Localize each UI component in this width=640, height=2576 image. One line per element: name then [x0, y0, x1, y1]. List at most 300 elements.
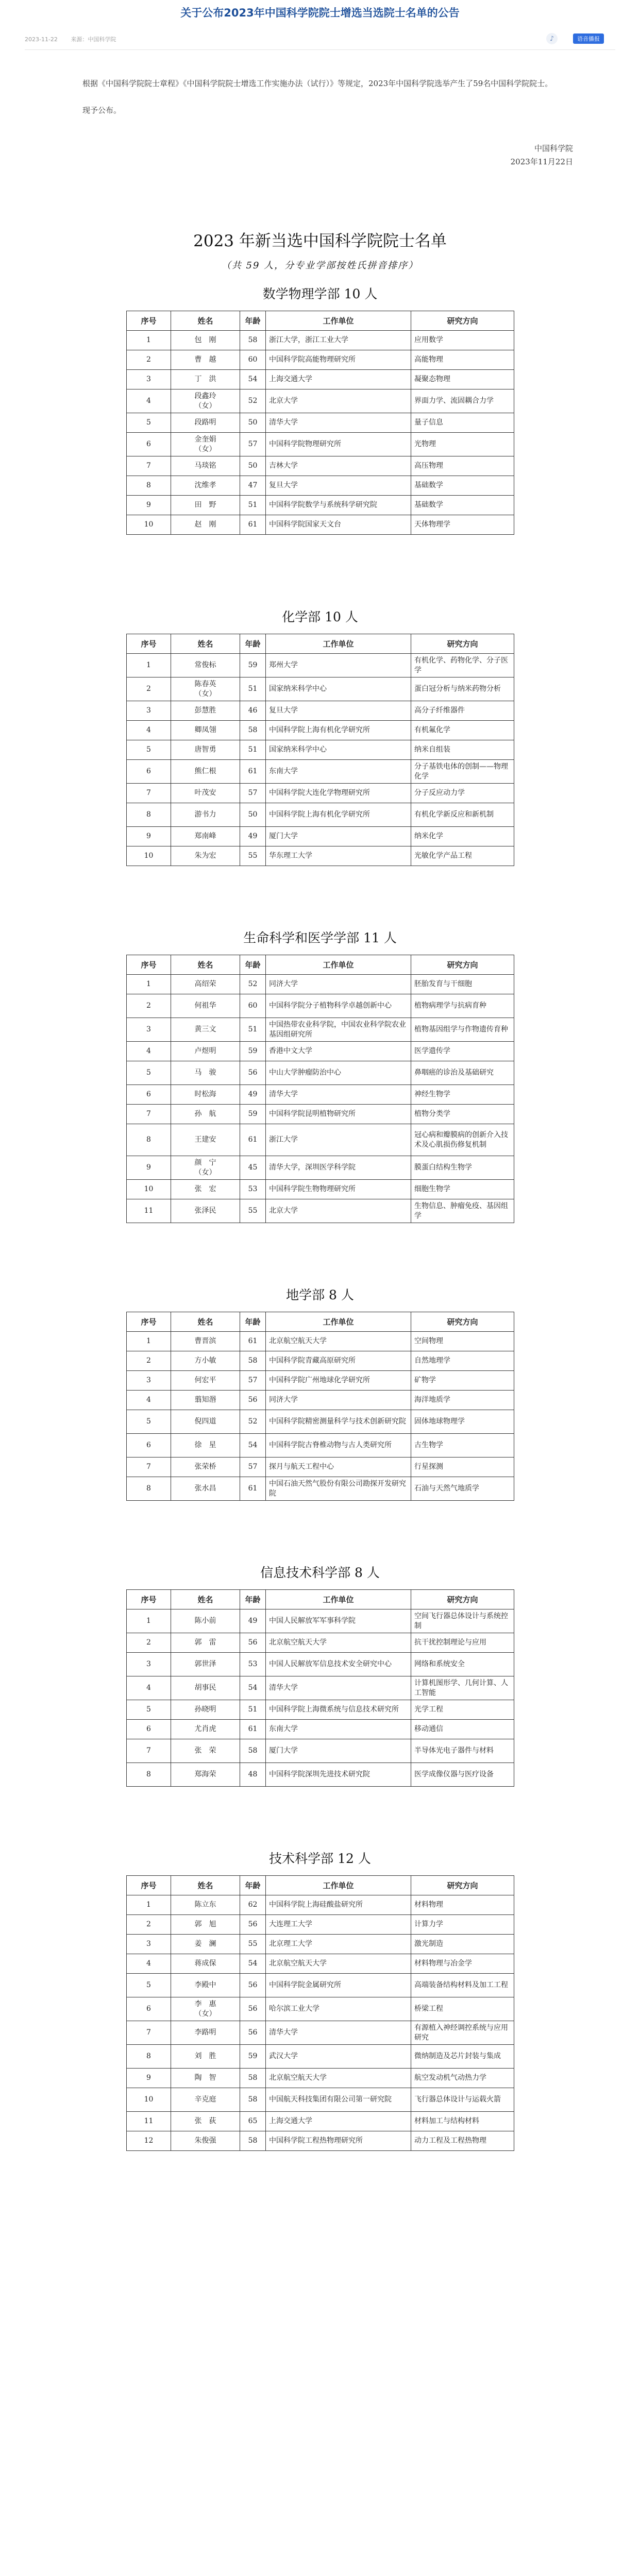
- cell-no: 7: [127, 1458, 171, 1477]
- cell-org: 中国科学院大连化学物理研究所: [266, 784, 411, 803]
- table-row: [127, 827, 514, 846]
- cell-dir: 移动通信: [411, 1720, 514, 1739]
- cell-no: 5: [127, 413, 171, 433]
- cell-no: 4: [127, 721, 171, 740]
- cell-dir: 海洋地质学: [411, 1391, 514, 1410]
- cell-name: 翦知湣: [171, 1391, 240, 1410]
- cell-age: 49: [240, 1609, 266, 1633]
- table-row: [127, 1915, 514, 1935]
- meta-actions: [546, 33, 615, 44]
- cell-name: 陈立东: [171, 1895, 240, 1915]
- cell-dir: 光敏化学产品工程: [411, 846, 514, 866]
- cell-org: 中山大学肿瘤防治中心: [266, 1061, 411, 1085]
- cell-dir: 空间物理: [411, 1332, 514, 1351]
- cell-name: 赵 刚: [171, 515, 240, 535]
- table-header-row: [127, 634, 514, 654]
- cell-name: 熊仁根: [171, 760, 240, 784]
- intro: [67, 76, 578, 118]
- cell-dir: 分子反应动力学: [411, 784, 514, 803]
- cell-name: 朱俊强: [171, 2131, 240, 2151]
- header-org: 工作单位: [266, 955, 411, 975]
- cell-dir: 有源植入神经调控系统与应用研究: [411, 2021, 514, 2045]
- cell-dir: 微纳制造及芯片封装与集成: [411, 2045, 514, 2069]
- table-row: [127, 1935, 514, 1954]
- cell-org: 复旦大学: [266, 701, 411, 721]
- cell-org: 北京大学: [266, 389, 411, 413]
- cell-no: 1: [127, 1332, 171, 1351]
- cell-dir: 胚胎发育与干细胞: [411, 975, 514, 994]
- cell-dir: 纳米化学: [411, 827, 514, 846]
- cell-name: 倪四道: [171, 1410, 240, 1434]
- cell-dir: 行星探测: [411, 1458, 514, 1477]
- table-row: [127, 1371, 514, 1391]
- table-header-row: [127, 1876, 514, 1895]
- cell-age: 49: [240, 1085, 266, 1105]
- header-org: 工作单位: [266, 634, 411, 654]
- cell-age: 57: [240, 433, 266, 456]
- cell-name: 马琰铭: [171, 456, 240, 476]
- cell-no: 9: [127, 1156, 171, 1180]
- cell-age: 52: [240, 1410, 266, 1434]
- cell-org: 中国航天科技集团有限公司第一研究院: [266, 2088, 411, 2112]
- cell-age: 54: [240, 1434, 266, 1458]
- table-row: [127, 1018, 514, 1042]
- cell-no: 2: [127, 994, 171, 1018]
- cell-org: 中国科学院精密测量科学与技术创新研究院: [266, 1410, 411, 1434]
- cell-dir: 鼻咽癌的诊治及基础研究: [411, 1061, 514, 1085]
- intro-paragraph-1: 根据《中国科学院院士章程》《中国科学院院士增选工作实施办法（试行）》等规定，2023年中国科学院选举产生了59名中国科学院院士。: [82, 79, 553, 88]
- cell-age: 59: [240, 1105, 266, 1124]
- table-row: [127, 784, 514, 803]
- cell-dir: 植物病理学与抗病育种: [411, 994, 514, 1018]
- cell-dir: 桥梁工程: [411, 1997, 514, 2021]
- cell-age: 59: [240, 2045, 266, 2069]
- cell-age: 50: [240, 803, 266, 827]
- header-dir: 研究方向: [411, 1312, 514, 1332]
- cell-no: 8: [127, 1124, 171, 1156]
- cell-name: 姜 澜: [171, 1935, 240, 1954]
- table-row: [127, 803, 514, 827]
- cell-dir: 航空发动机气动热力学: [411, 2069, 514, 2088]
- table-row: [127, 1180, 514, 1199]
- cell-name: 方小敏: [171, 1351, 240, 1371]
- cell-dir: 网络和系统安全: [411, 1653, 514, 1676]
- header-dir: 研究方向: [411, 1876, 514, 1895]
- cell-no: 5: [127, 1974, 171, 1997]
- cell-age: 56: [240, 1633, 266, 1653]
- cell-age: 61: [240, 1477, 266, 1501]
- academician-table: [126, 311, 514, 535]
- table-row: [127, 740, 514, 760]
- cell-no: 7: [127, 784, 171, 803]
- cell-org: 中国科学院上海硅酸盐研究所: [266, 1895, 411, 1915]
- cell-age: 56: [240, 1915, 266, 1935]
- cell-org: 国家纳米科学中心: [266, 677, 411, 701]
- header-no: 序号: [127, 634, 171, 654]
- cell-age: 51: [240, 496, 266, 515]
- cell-name: 张 宏: [171, 1180, 240, 1199]
- cell-org: 探月与航天工程中心: [266, 1458, 411, 1477]
- cell-no: 9: [127, 827, 171, 846]
- cell-org: 吉林大学: [266, 456, 411, 476]
- cell-age: 60: [240, 994, 266, 1018]
- cell-no: 3: [127, 370, 171, 389]
- table-row: [127, 846, 514, 866]
- cell-dir: 细胞生物学: [411, 1180, 514, 1199]
- cell-no: 3: [127, 1653, 171, 1676]
- cell-name: 颜 宁 （女）: [171, 1156, 240, 1180]
- table-row: [127, 1434, 514, 1458]
- article-meta: [25, 35, 615, 47]
- cell-age: 53: [240, 1180, 266, 1199]
- cell-no: 8: [127, 1763, 171, 1787]
- table-row: [127, 2021, 514, 2045]
- cell-no: 8: [127, 476, 171, 496]
- article-source: 来源：中国科学院: [71, 36, 116, 43]
- table-row: [127, 389, 514, 413]
- table-row: [127, 2112, 514, 2131]
- cell-age: 54: [240, 1954, 266, 1974]
- cell-age: 50: [240, 413, 266, 433]
- cell-age: 55: [240, 846, 266, 866]
- cell-org: 武汉大学: [266, 2045, 411, 2069]
- cell-no: 3: [127, 701, 171, 721]
- section: [126, 1563, 514, 1787]
- section-title: 生命科学和医学学部 11 人: [243, 930, 397, 945]
- cell-age: 56: [240, 1997, 266, 2021]
- cell-age: 57: [240, 784, 266, 803]
- cell-no: 10: [127, 2088, 171, 2112]
- table-row: [127, 1954, 514, 1974]
- cell-no: 5: [127, 1410, 171, 1434]
- cell-name: 张 荣: [171, 1739, 240, 1763]
- cell-name: 陈春英 （女）: [171, 677, 240, 701]
- cell-age: 51: [240, 1018, 266, 1042]
- cell-org: 中国科学院广州地球化学研究所: [266, 1371, 411, 1391]
- cell-name: 蒋成保: [171, 1954, 240, 1974]
- cell-name: 唐智勇: [171, 740, 240, 760]
- table-row: [127, 370, 514, 389]
- table-row: [127, 1653, 514, 1676]
- table-row: [127, 2045, 514, 2069]
- cell-org: 大连理工大学: [266, 1915, 411, 1935]
- cell-dir: 计算力学: [411, 1915, 514, 1935]
- table-row: [127, 1199, 514, 1223]
- cell-dir: 纳米自组装: [411, 740, 514, 760]
- section: [126, 1285, 514, 1501]
- cell-org: 厦门大学: [266, 827, 411, 846]
- table-row: [127, 1895, 514, 1915]
- cell-age: 60: [240, 350, 266, 370]
- cell-name: 包 刚: [171, 331, 240, 350]
- header-age: 年龄: [240, 1590, 266, 1609]
- table-header-row: [127, 955, 514, 975]
- header-name: 姓名: [171, 311, 240, 331]
- cell-dir: 医学成像仪器与医疗设备: [411, 1763, 514, 1787]
- cell-dir: 空间飞行器总体设计与系统控制: [411, 1609, 514, 1633]
- sections-container: [0, 284, 640, 2151]
- cell-no: 8: [127, 1477, 171, 1501]
- cell-dir: 膜蛋白结构生物学: [411, 1156, 514, 1180]
- cell-org: 中国科学院生物物理研究所: [266, 1180, 411, 1199]
- table-row: [127, 760, 514, 784]
- table-row: [127, 1974, 514, 1997]
- cell-name: 郑海荣: [171, 1763, 240, 1787]
- cell-name: 徐 星: [171, 1434, 240, 1458]
- cell-org: 中国科学院上海有机化学研究所: [266, 803, 411, 827]
- header-age: 年龄: [240, 311, 266, 331]
- cell-name: 张泽民: [171, 1199, 240, 1223]
- header-dir: 研究方向: [411, 311, 514, 331]
- header-org: 工作单位: [266, 1312, 411, 1332]
- cell-no: 8: [127, 803, 171, 827]
- cell-age: 58: [240, 2131, 266, 2151]
- speaker-icon[interactable]: ♪: [546, 33, 558, 44]
- cell-no: 5: [127, 1061, 171, 1085]
- cell-org: 同济大学: [266, 1391, 411, 1410]
- cell-name: 常俊标: [171, 654, 240, 677]
- cell-dir: 植物基因组学与作物遗传育种: [411, 1018, 514, 1042]
- academician-table: [126, 1589, 514, 1787]
- table-row: [127, 1633, 514, 1653]
- cell-name: 胡事民: [171, 1676, 240, 1700]
- header-age: 年龄: [240, 634, 266, 654]
- cell-age: 56: [240, 1974, 266, 1997]
- section: [126, 607, 514, 866]
- cell-org: 中国科学院昆明植物研究所: [266, 1105, 411, 1124]
- cell-dir: 抗干扰控制理论与应用: [411, 1633, 514, 1653]
- table-row: [127, 413, 514, 433]
- cell-name: 高绍荣: [171, 975, 240, 994]
- cell-age: 45: [240, 1156, 266, 1180]
- cell-dir: 植物分类学: [411, 1105, 514, 1124]
- header-age: 年龄: [240, 1312, 266, 1332]
- cell-dir: 冠心病和瓣膜病的创新介入技术及心肌损伤修复机制: [411, 1124, 514, 1156]
- table-row: [127, 496, 514, 515]
- cell-dir: 高压物理: [411, 456, 514, 476]
- cell-org: 北京大学: [266, 1199, 411, 1223]
- cell-no: 11: [127, 1199, 171, 1223]
- cell-org: 北京航空航天大学: [266, 1332, 411, 1351]
- cell-name: 郭世泽: [171, 1653, 240, 1676]
- cell-name: 游书力: [171, 803, 240, 827]
- cell-org: 浙江大学，浙江工业大学: [266, 331, 411, 350]
- cell-org: 中国石油天然气股份有限公司勘探开发研究院: [266, 1477, 411, 1501]
- cell-dir: 光物理: [411, 433, 514, 456]
- cell-age: 57: [240, 1371, 266, 1391]
- header-name: 姓名: [171, 955, 240, 975]
- signoff: [67, 142, 573, 168]
- cell-dir: 量子信息: [411, 413, 514, 433]
- table-row: [127, 1997, 514, 2021]
- cell-no: 1: [127, 1895, 171, 1915]
- cell-no: 1: [127, 1609, 171, 1633]
- header-org: 工作单位: [266, 311, 411, 331]
- header-dir: 研究方向: [411, 955, 514, 975]
- cell-age: 56: [240, 2021, 266, 2045]
- cell-no: 9: [127, 2069, 171, 2088]
- cell-dir: 材料物理与冶金学: [411, 1954, 514, 1974]
- cell-name: 张荣桥: [171, 1458, 240, 1477]
- cell-age: 50: [240, 456, 266, 476]
- cell-no: 1: [127, 654, 171, 677]
- cell-org: 中国热带农业科学院，中国农业科学院农业基因组研究所: [266, 1018, 411, 1042]
- cell-dir: 自然地理学: [411, 1351, 514, 1371]
- table-row: [127, 1124, 514, 1156]
- table-row: [127, 2069, 514, 2088]
- cell-org: 华东理工大学: [266, 846, 411, 866]
- cell-org: 清华大学，深圳医学科学院: [266, 1156, 411, 1180]
- article-header: [0, 0, 640, 21]
- cell-org: 国家纳米科学中心: [266, 740, 411, 760]
- cell-no: 7: [127, 456, 171, 476]
- header-name: 姓名: [171, 1876, 240, 1895]
- table-row: [127, 1477, 514, 1501]
- header-divider: [25, 49, 615, 50]
- cell-org: 中国人民解放军信息技术安全研究中心: [266, 1653, 411, 1676]
- cell-age: 55: [240, 1199, 266, 1223]
- header-no: 序号: [127, 955, 171, 975]
- cell-dir: 蛋白冠分析与纳米药物分析: [411, 677, 514, 701]
- academician-table: [126, 634, 514, 866]
- cell-dir: 计算机图形学、几何计算、人工智能: [411, 1676, 514, 1700]
- table-header-row: [127, 311, 514, 331]
- cell-org: 中国科学院上海微系统与信息技术研究所: [266, 1700, 411, 1720]
- publish-date: 2023-11-22: [25, 36, 58, 43]
- table-row: [127, 515, 514, 535]
- table-row: [127, 1156, 514, 1180]
- read-aloud-button[interactable]: 语音播报: [573, 33, 604, 44]
- cell-name: 朱为宏: [171, 846, 240, 866]
- cell-age: 58: [240, 721, 266, 740]
- cell-no: 12: [127, 2131, 171, 2151]
- cell-dir: 基础数学: [411, 476, 514, 496]
- cell-dir: 基础数学: [411, 496, 514, 515]
- cell-age: 52: [240, 389, 266, 413]
- header-name: 姓名: [171, 1590, 240, 1609]
- academician-table: [126, 1312, 514, 1501]
- cell-age: 53: [240, 1653, 266, 1676]
- cell-dir: 半导体光电子器件与材料: [411, 1739, 514, 1763]
- cell-org: 清华大学: [266, 413, 411, 433]
- cell-name: 郑南峰: [171, 827, 240, 846]
- cell-age: 56: [240, 1391, 266, 1410]
- cell-name: 王建安: [171, 1124, 240, 1156]
- cell-no: 3: [127, 1018, 171, 1042]
- cell-no: 5: [127, 1700, 171, 1720]
- cell-name: 金奎娟 （女）: [171, 433, 240, 456]
- cell-org: 清华大学: [266, 2021, 411, 2045]
- cell-dir: 光学工程: [411, 1700, 514, 1720]
- cell-dir: 分子基铁电体的创制——物理化学: [411, 760, 514, 784]
- cell-no: 2: [127, 1915, 171, 1935]
- cell-org: 北京理工大学: [266, 1935, 411, 1954]
- cell-no: 6: [127, 1720, 171, 1739]
- cell-age: 56: [240, 1061, 266, 1085]
- cell-name: 李殿中: [171, 1974, 240, 1997]
- cell-dir: 石油与天然气地质学: [411, 1477, 514, 1501]
- section: [126, 1849, 514, 2151]
- cell-no: 6: [127, 1434, 171, 1458]
- cell-org: 中国科学院古脊椎动物与古人类研究所: [266, 1434, 411, 1458]
- section-title: 数学物理学部 10 人: [262, 286, 378, 301]
- table-row: [127, 1676, 514, 1700]
- cell-no: 6: [127, 1997, 171, 2021]
- table-row: [127, 654, 514, 677]
- header-no: 序号: [127, 1590, 171, 1609]
- cell-org: 中国科学院国家天文台: [266, 515, 411, 535]
- table-row: [127, 331, 514, 350]
- cell-age: 62: [240, 1895, 266, 1915]
- cell-dir: 材料物理: [411, 1895, 514, 1915]
- cell-dir: 动力工程及工程热物理: [411, 2131, 514, 2151]
- cell-org: 中国科学院金属研究所: [266, 1974, 411, 1997]
- cell-no: 4: [127, 1391, 171, 1410]
- cell-org: 中国科学院数学与系统科学研究院: [266, 496, 411, 515]
- cell-age: 55: [240, 1935, 266, 1954]
- cell-no: 1: [127, 975, 171, 994]
- cell-org: 中国人民解放军军事科学院: [266, 1609, 411, 1633]
- cell-name: 郭 雷: [171, 1633, 240, 1653]
- cell-no: 4: [127, 1676, 171, 1700]
- cell-name: 尤肖虎: [171, 1720, 240, 1739]
- table-row: [127, 1739, 514, 1763]
- cell-org: 清华大学: [266, 1085, 411, 1105]
- cell-dir: 高能物理: [411, 350, 514, 370]
- academician-table: [126, 955, 514, 1223]
- cell-no: 5: [127, 740, 171, 760]
- cell-name: 卢煜明: [171, 1042, 240, 1061]
- cell-age: 58: [240, 1351, 266, 1371]
- header-dir: 研究方向: [411, 1590, 514, 1609]
- cell-age: 47: [240, 476, 266, 496]
- academician-table: [126, 1875, 514, 2151]
- cell-name: 段鑫玲 （女）: [171, 389, 240, 413]
- cell-dir: 神经生物学: [411, 1085, 514, 1105]
- cell-no: 7: [127, 1105, 171, 1124]
- cell-age: 54: [240, 1676, 266, 1700]
- cell-name: 黄三文: [171, 1018, 240, 1042]
- table-row: [127, 456, 514, 476]
- cell-no: 3: [127, 1371, 171, 1391]
- cell-name: 陶 智: [171, 2069, 240, 2088]
- table-row: [127, 433, 514, 456]
- table-row: [127, 1763, 514, 1787]
- cell-org: 哈尔滨工业大学: [266, 1997, 411, 2021]
- cell-no: 10: [127, 515, 171, 535]
- cell-name: 彭慧胜: [171, 701, 240, 721]
- cell-age: 51: [240, 677, 266, 701]
- table-row: [127, 476, 514, 496]
- cell-age: 58: [240, 1739, 266, 1763]
- header-age: 年龄: [240, 1876, 266, 1895]
- table-row: [127, 1609, 514, 1633]
- cell-org: 中国科学院青藏高原研究所: [266, 1351, 411, 1371]
- cell-name: 孙 航: [171, 1105, 240, 1124]
- cell-name: 何宏平: [171, 1371, 240, 1391]
- cell-dir: 高端装备结构材料及加工工程: [411, 1974, 514, 1997]
- cell-org: 同济大学: [266, 975, 411, 994]
- table-row: [127, 1042, 514, 1061]
- header-org: 工作单位: [266, 1876, 411, 1895]
- cell-org: 中国科学院工程热物理研究所: [266, 2131, 411, 2151]
- cell-no: 4: [127, 389, 171, 413]
- cell-dir: 激光制造: [411, 1935, 514, 1954]
- cell-name: 卿凤翎: [171, 721, 240, 740]
- cell-no: 11: [127, 2112, 171, 2131]
- cell-org: 中国科学院分子植物科学卓越创新中心: [266, 994, 411, 1018]
- cell-age: 54: [240, 370, 266, 389]
